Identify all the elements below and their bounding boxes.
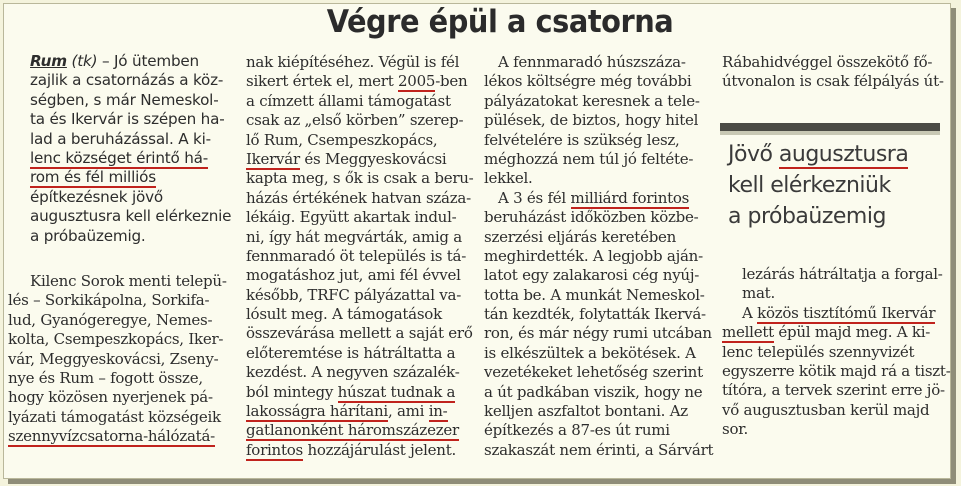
body-line: mogatáshoz jut, ami fél évvel bbox=[246, 266, 461, 285]
body-line: szakaszát nem érinti, a Sárvárt bbox=[484, 440, 714, 459]
lead-line: ta és Ikervár is szépen ha- bbox=[30, 110, 225, 129]
body-line: csak az „első körben” szerep- bbox=[246, 111, 464, 130]
body-line: lud, Gyanógeregye, Nemes- bbox=[8, 310, 213, 329]
body-line: totta be. A munkát Nemeskol- bbox=[484, 285, 705, 304]
highlight-underline: in- bbox=[428, 402, 448, 421]
lead-first-line bbox=[30, 52, 231, 71]
body-line: építkezés a 87-es út rumi bbox=[484, 421, 670, 440]
body-line: A fennmaradó húszszáza- bbox=[498, 53, 686, 71]
pullquote-bar bbox=[720, 123, 940, 131]
body-line bbox=[722, 323, 951, 342]
body-line: kapta meg, s ők is csak a beru- bbox=[246, 169, 474, 188]
body-line: kezdést. A negyven százalék- bbox=[246, 363, 460, 382]
body-line: kelljen aszfaltot bontani. Az bbox=[484, 402, 688, 421]
body-line bbox=[246, 441, 473, 460]
text-segment: sikert értek el, mert bbox=[246, 72, 399, 91]
highlight-underline: 2005 bbox=[398, 72, 436, 91]
body-line: títóra, a tervek szerint erre jö- bbox=[722, 381, 945, 400]
byline-author: (tk) bbox=[71, 52, 98, 70]
text-segment: épül majd meg. A ki- bbox=[773, 323, 931, 342]
body-line: nye és Rum – fogott össze, bbox=[8, 368, 203, 387]
highlight-underline: augusztusra bbox=[778, 142, 909, 167]
body-line: latot egy zalakarosi cég nyúj- bbox=[484, 266, 700, 285]
body-line: tán kezdték, folytatták Ikervá- bbox=[484, 305, 706, 324]
highlight-underline: rom és fél milliós bbox=[30, 168, 156, 187]
pullquote-line: kell elérkezniük bbox=[728, 173, 891, 198]
body-line bbox=[246, 402, 473, 421]
body-line: lezárás hátráltatja a forgal- bbox=[742, 265, 943, 283]
body-line: vezetékeket lehetőség szerint bbox=[484, 363, 703, 382]
body-line: beruházást időközben közbe- bbox=[484, 208, 699, 227]
body-line: vő augusztusban kerül majd bbox=[722, 400, 930, 419]
body-line bbox=[246, 421, 473, 440]
text-segment: A bbox=[742, 303, 758, 322]
body-line: lyázati támogatást községeik bbox=[8, 407, 221, 426]
body-line: meghirdették. A legjobb aján- bbox=[484, 246, 703, 265]
body-line bbox=[246, 72, 473, 91]
pullquote-text bbox=[728, 139, 908, 232]
body-line: kolta, Csempeszkopács, Iker- bbox=[8, 330, 224, 349]
body-line bbox=[246, 150, 473, 169]
body-line: a út padkában viszik, hogy ne bbox=[484, 382, 703, 401]
body-line: ron, és már négy rumi utcában bbox=[484, 324, 712, 343]
highlight-underline: mellett bbox=[722, 323, 774, 342]
highlight-underline: húszat tudnak a bbox=[337, 382, 456, 401]
body-line: Rábahidvéggel összekötő fő- bbox=[722, 53, 933, 71]
column-1-body bbox=[8, 272, 227, 447]
text-segment: -ben bbox=[435, 72, 468, 91]
body-line: összevárása mellett a saját erő bbox=[246, 324, 473, 343]
body-line bbox=[484, 189, 713, 208]
highlight-underline: lenc községet érintő há- bbox=[30, 148, 209, 167]
body-line: lékos költségre még további bbox=[484, 72, 692, 91]
pullquote-line: a próbaüzemig bbox=[728, 204, 886, 229]
lead-first-text: – Jó ütemben bbox=[102, 52, 199, 70]
pullquote-line bbox=[728, 139, 908, 170]
body-line: nak kiépítéséhez. Végül is fél bbox=[246, 53, 460, 71]
body-line: a címzett állami támogatást bbox=[246, 91, 451, 110]
body-line: sor. bbox=[722, 420, 749, 439]
column-1-lead bbox=[30, 52, 231, 246]
body-line: előteremtése is hátráltatta a bbox=[246, 343, 456, 362]
body-line: szerzési eljárás keretében bbox=[484, 227, 677, 246]
headline: Végre épül a csatorna bbox=[326, 4, 674, 40]
body-line bbox=[246, 383, 473, 402]
body-line: felvételére is szükség lesz, bbox=[484, 130, 680, 149]
body-line: lő Rum, Csempeszkopács, bbox=[246, 130, 438, 149]
body-line: pülések, de biztos, hogy hitel bbox=[484, 111, 699, 130]
body-line: útvonalon is csak félpályás út- bbox=[722, 72, 944, 91]
body-line: is elkészültek a bekötések. A bbox=[484, 343, 696, 362]
text-segment: Jövő bbox=[728, 142, 779, 167]
highlight-underline: szennyvízcsatorna-hálózatá- bbox=[8, 427, 215, 446]
body-line: később, TRFC pályázattal va- bbox=[246, 285, 462, 304]
body-line: fennmaradó öt település is tá- bbox=[246, 246, 467, 265]
body-line: lés – Sorkikápolna, Sorkifa- bbox=[8, 291, 210, 310]
highlight-underline: milliárd forintos bbox=[570, 188, 690, 207]
lead-line bbox=[30, 149, 231, 168]
body-line: pályázatokat keresnek a tele- bbox=[484, 91, 700, 110]
body-line: lenc település szennyvizét bbox=[722, 342, 915, 361]
text-segment: , ami bbox=[387, 402, 429, 421]
lead-line: építkezésnek jövő bbox=[30, 187, 163, 206]
column-4-bottom bbox=[722, 265, 951, 440]
body-line: méghozzá nem túl jó feltéte- bbox=[484, 149, 694, 168]
body-line: hogy közösen nyerjenek pá- bbox=[8, 388, 213, 407]
lead-line: lad a beruházással. A ki- bbox=[30, 129, 211, 148]
highlight-underline: lakosságra hárítani bbox=[246, 402, 388, 421]
lead-line: zajlik a csatornázás a köz- bbox=[30, 71, 224, 90]
column-2 bbox=[246, 53, 473, 460]
lead-line: ségben, s már Nemeskol- bbox=[30, 90, 219, 109]
body-line: ni, így hát megvárták, amig a bbox=[246, 227, 462, 246]
body-line bbox=[8, 427, 227, 446]
text-segment: hozzájárulást jelent. bbox=[302, 440, 456, 459]
lead-line bbox=[30, 168, 231, 187]
lead-line: a próbaüzemig. bbox=[30, 226, 146, 245]
text-segment: és Meggyeskovácsi bbox=[299, 149, 447, 168]
body-line: egyszerre kötik majd rá a tiszt- bbox=[722, 361, 951, 380]
pullquote bbox=[720, 123, 940, 248]
highlight-underline: forintos bbox=[246, 440, 303, 459]
body-line: lósult meg. A támogatások bbox=[246, 305, 442, 324]
pullquote-bar-shade bbox=[720, 131, 940, 135]
column-3 bbox=[484, 53, 713, 460]
body-line: vár, Meggyeskovácsi, Zseny- bbox=[8, 349, 219, 368]
body-line: Kilenc Sorok menti telepü- bbox=[30, 272, 227, 290]
body-line: lékáig. Együtt akartak indul- bbox=[246, 208, 457, 227]
highlight-underline: közös tisztítómű Ikervár bbox=[757, 303, 936, 322]
body-line: házás értékének hatvan száza- bbox=[246, 188, 471, 207]
text-segment: ból mintegy bbox=[246, 382, 338, 401]
highlight-underline: gatlanonként háromszázezer bbox=[246, 421, 459, 440]
lead-line: augusztusra kell elérkeznie bbox=[30, 207, 232, 226]
text-segment: A 3 és fél bbox=[498, 188, 571, 207]
body-line: lekkel. bbox=[484, 169, 533, 188]
byline-place: Rum bbox=[30, 52, 67, 70]
body-line: mat. bbox=[742, 284, 775, 303]
highlight-underline: Ikervár bbox=[246, 149, 300, 168]
column-4-top bbox=[722, 53, 944, 92]
body-line bbox=[722, 304, 951, 323]
